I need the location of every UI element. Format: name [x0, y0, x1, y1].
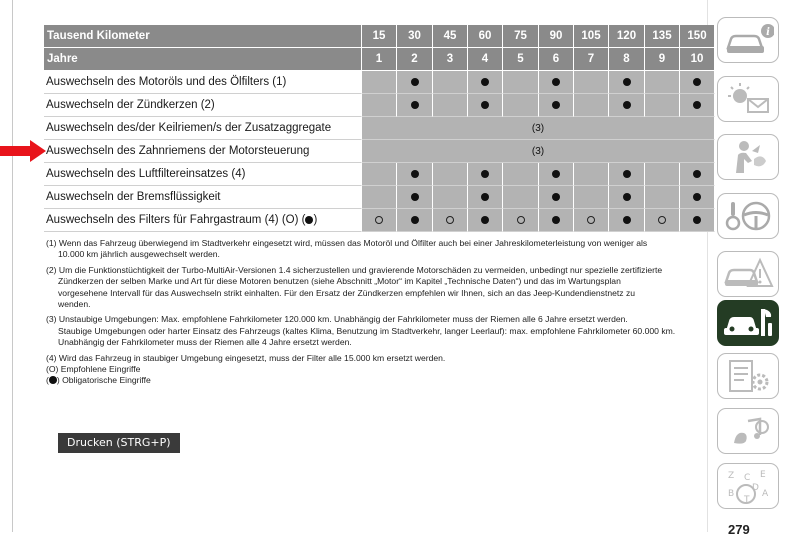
nav-tab-starting-driving[interactable] [717, 193, 779, 239]
header-year-10: 10 [680, 48, 715, 71]
required-dot-icon [693, 170, 701, 178]
schedule-cell [609, 94, 645, 117]
schedule-cell [680, 71, 715, 94]
row-label: Auswechseln der Bremsflüssigkeit [44, 186, 362, 209]
footnote-2-cont: vorgesehene Intervall für das Auswechseln strikt einhalten. Für den Ersatz der Zündkerzen empfehlen wir Ihnen, sich an das Jeep-Kundendienstnetz zu [58, 287, 636, 298]
service-maintenance-icon [722, 305, 774, 341]
footnotes [46, 238, 708, 387]
required-dot-icon [693, 78, 701, 86]
header-years-label: Jahre [44, 48, 362, 71]
required-dot-icon [552, 78, 560, 86]
header-year-7: 7 [574, 48, 609, 71]
header-km-30: 30 [397, 25, 433, 48]
schedule-cell [468, 94, 503, 117]
row-label: Auswechseln des/der Keilriemen/s der Zusatzaggregate [44, 117, 362, 140]
footnote-4: (4) Wird das Fahrzeug in staubiger Umgebung eingesetzt, muss der Filter alle 15.000 km ersetzt werden. [46, 352, 446, 363]
footnote-2: (2) Um die Funktionstüchtigkeit der Turbo-MultiAir-Versionen 1.4 sicherzustellen und gravierende Motorschäden zu vermeiden, unbedingt nur spezielle zertifizierte [46, 264, 663, 275]
schedule-cell [574, 163, 609, 186]
schedule-cell [397, 94, 433, 117]
row-label: Auswechseln der Zündkerzen (2) [44, 94, 362, 117]
header-km-45: 45 [433, 25, 468, 48]
recommended-ring-icon [446, 216, 454, 224]
page-number: 279 [728, 522, 750, 537]
required-dot-icon [411, 216, 419, 224]
required-dot-icon [481, 216, 489, 224]
row-label: Auswechseln des Filters für Fahrgastraum (4) (O) ( ) [44, 209, 362, 232]
nav-tab-car-info[interactable] [717, 17, 779, 63]
required-dot-icon [481, 193, 489, 201]
index-icon [722, 466, 774, 506]
schedule-cell [609, 186, 645, 209]
required-dot-icon [693, 216, 701, 224]
table-row-timing-belt [44, 140, 715, 163]
footnote-1: (1) Wenn das Fahrzeug überwiegend im Stadtverkehr eingesetzt wird, müssen das Motoröl und Ölfilter auch bei einer Jahreskilometerleistung von weniger als [46, 238, 648, 248]
header-year-8: 8 [609, 48, 645, 71]
schedule-cell [468, 163, 503, 186]
table-row-spark-plugs [44, 94, 715, 117]
header-year-6: 6 [539, 48, 574, 71]
header-year-5: 5 [503, 48, 539, 71]
table-row-brake-fluid [44, 186, 715, 209]
nav-tab-safety[interactable] [717, 134, 779, 180]
nav-tab-service-maintenance[interactable] [717, 300, 779, 346]
schedule-cell [468, 71, 503, 94]
header-km-120: 120 [609, 25, 645, 48]
schedule-cell [574, 209, 609, 232]
schedule-cell [503, 163, 539, 186]
svg-text:Z: Z [728, 471, 735, 481]
svg-text:B: B [728, 489, 735, 499]
footnote-1-cont: 10.000 km jährlich ausgewechselt werden. [58, 249, 220, 260]
schedule-cell [362, 94, 397, 117]
multimedia-icon [722, 413, 774, 449]
schedule-cell [609, 163, 645, 186]
schedule-cell [609, 71, 645, 94]
required-dot-icon [411, 170, 419, 178]
schedule-cell [433, 163, 468, 186]
schedule-cell [433, 186, 468, 209]
recommended-ring-icon [375, 216, 383, 224]
schedule-cell [433, 209, 468, 232]
schedule-cell [645, 186, 680, 209]
required-dot-icon [693, 101, 701, 109]
page-edge-left [12, 0, 13, 532]
required-dot-icon [481, 170, 489, 178]
schedule-cell [539, 163, 574, 186]
schedule-cell [397, 71, 433, 94]
header-row-years [44, 48, 715, 71]
car-info-icon [722, 22, 774, 58]
required-dot-icon [411, 101, 419, 109]
emergency-icon [722, 256, 774, 292]
legend-optional: (O) Empfohlene Eingriffe [46, 364, 141, 375]
schedule-cell [468, 186, 503, 209]
required-dot-icon [693, 193, 701, 201]
schedule-cell [539, 209, 574, 232]
header-year-1: 1 [362, 48, 397, 71]
footnote-2-cont: wenden. [58, 299, 91, 310]
schedule-cell [680, 163, 715, 186]
footnote-3-cont: Staubige Umgebungen oder harter Einsatz des Fahrzeugs (kaltes Klima, Benutzung im Stadtverkehr, langer Leerlauf): max. empfohlene Fahrkilometer 60.000 km. [58, 325, 676, 336]
row-label: Auswechseln des Motoröls und des Ölfilters (1) [44, 71, 362, 94]
footnote-2-cont: Zündkerzen der selben Marke und Art für diese Motoren benutzen (siehe Abschnitt „Motor“ im Kapitel „Technische Daten“) und das im Wartungsplan [58, 276, 621, 287]
header-km-90: 90 [539, 25, 574, 48]
legend-required: ( ) Obligatorische Eingriffe [46, 375, 151, 386]
table-row-cabin-filter [44, 209, 715, 232]
header-km-60: 60 [468, 25, 503, 48]
schedule-cell [574, 71, 609, 94]
schedule-cell [433, 71, 468, 94]
schedule-cell [362, 186, 397, 209]
schedule-cell [397, 209, 433, 232]
schedule-cell [539, 94, 574, 117]
footnote-3: (3) Unstaubige Umgebungen: Max. empfohlene Fahrkilometer 120.000 km. Unabhängig der Fahrkilometer muss der Riemen alle 6 Jahre ersetzt werden. [46, 314, 628, 325]
schedule-cell [503, 209, 539, 232]
nav-tab-index[interactable] [717, 463, 779, 509]
technical-data-icon [722, 358, 774, 394]
schedule-cell [503, 94, 539, 117]
svg-text:A: A [762, 489, 769, 499]
schedule-cell [574, 186, 609, 209]
table-row-v-belt [44, 117, 715, 140]
schedule-cell [645, 163, 680, 186]
table-row-air-filter [44, 163, 715, 186]
red-arrow-icon [0, 140, 46, 162]
required-dot-icon [552, 216, 560, 224]
row-span-note: (3) [362, 117, 715, 140]
nav-tab-multimedia[interactable] [717, 408, 779, 454]
svg-text:i: i [766, 27, 770, 38]
schedule-cell [362, 71, 397, 94]
required-dot-icon [481, 101, 489, 109]
schedule-cell [645, 209, 680, 232]
schedule-cell [503, 71, 539, 94]
nav-tab-emergency[interactable] [717, 251, 779, 297]
schedule-cell [680, 209, 715, 232]
recommended-ring-icon [658, 216, 666, 224]
schedule-cell [609, 209, 645, 232]
schedule-cell [680, 186, 715, 209]
schedule-cell [645, 94, 680, 117]
header-year-3: 3 [433, 48, 468, 71]
schedule-cell [433, 94, 468, 117]
starting-driving-icon [722, 198, 774, 234]
schedule-cell [397, 163, 433, 186]
header-year-2: 2 [397, 48, 433, 71]
svg-text:T: T [744, 495, 750, 505]
schedule-cell [539, 186, 574, 209]
nav-tab-warning-lights[interactable] [717, 76, 779, 122]
table-row-oil [44, 71, 715, 94]
schedule-cell [362, 163, 397, 186]
required-dot-icon [49, 376, 57, 384]
header-km-label: Tausend Kilometer [44, 25, 362, 48]
row-label: Auswechseln des Zahnriemens der Motorsteuerung [44, 140, 362, 163]
required-dot-icon [623, 101, 631, 109]
row-span-note: (3) [362, 140, 715, 163]
schedule-cell [574, 94, 609, 117]
svg-text:E: E [760, 470, 766, 480]
schedule-cell [680, 94, 715, 117]
required-dot-icon [481, 78, 489, 86]
header-year-4: 4 [468, 48, 503, 71]
schedule-cell [539, 71, 574, 94]
warning-lights-icon [722, 81, 774, 117]
required-dot-icon [552, 193, 560, 201]
required-dot-icon [411, 78, 419, 86]
nav-tab-technical-data[interactable] [717, 353, 779, 399]
header-year-9: 9 [645, 48, 680, 71]
schedule-cell [362, 209, 397, 232]
required-dot-icon [623, 170, 631, 178]
recommended-ring-icon [587, 216, 595, 224]
header-km-105: 105 [574, 25, 609, 48]
header-km-15: 15 [362, 25, 397, 48]
required-dot-icon [552, 170, 560, 178]
safety-icon [722, 139, 774, 175]
schedule-cell [397, 186, 433, 209]
maintenance-schedule-table [44, 25, 715, 232]
header-row-km [44, 25, 715, 48]
schedule-cell [645, 71, 680, 94]
required-dot-icon [623, 216, 631, 224]
schedule-cell [468, 209, 503, 232]
header-km-150: 150 [680, 25, 715, 48]
footnote-3-cont: Unabhängig der Fahrkilometer muss der Riemen alle 4 Jahre ersetzt werden. [58, 337, 352, 348]
header-km-135: 135 [645, 25, 680, 48]
svg-text:D: D [752, 483, 759, 493]
schedule-cell [503, 186, 539, 209]
print-button[interactable]: Drucken (STRG+P) [58, 433, 180, 453]
recommended-ring-icon [517, 216, 525, 224]
header-km-75: 75 [503, 25, 539, 48]
required-dot-icon [552, 101, 560, 109]
svg-text:C: C [744, 473, 751, 483]
required-dot-icon [623, 193, 631, 201]
required-dot-icon [411, 193, 419, 201]
required-dot-icon [623, 78, 631, 86]
row-label: Auswechseln des Luftfiltereinsatzes (4) [44, 163, 362, 186]
